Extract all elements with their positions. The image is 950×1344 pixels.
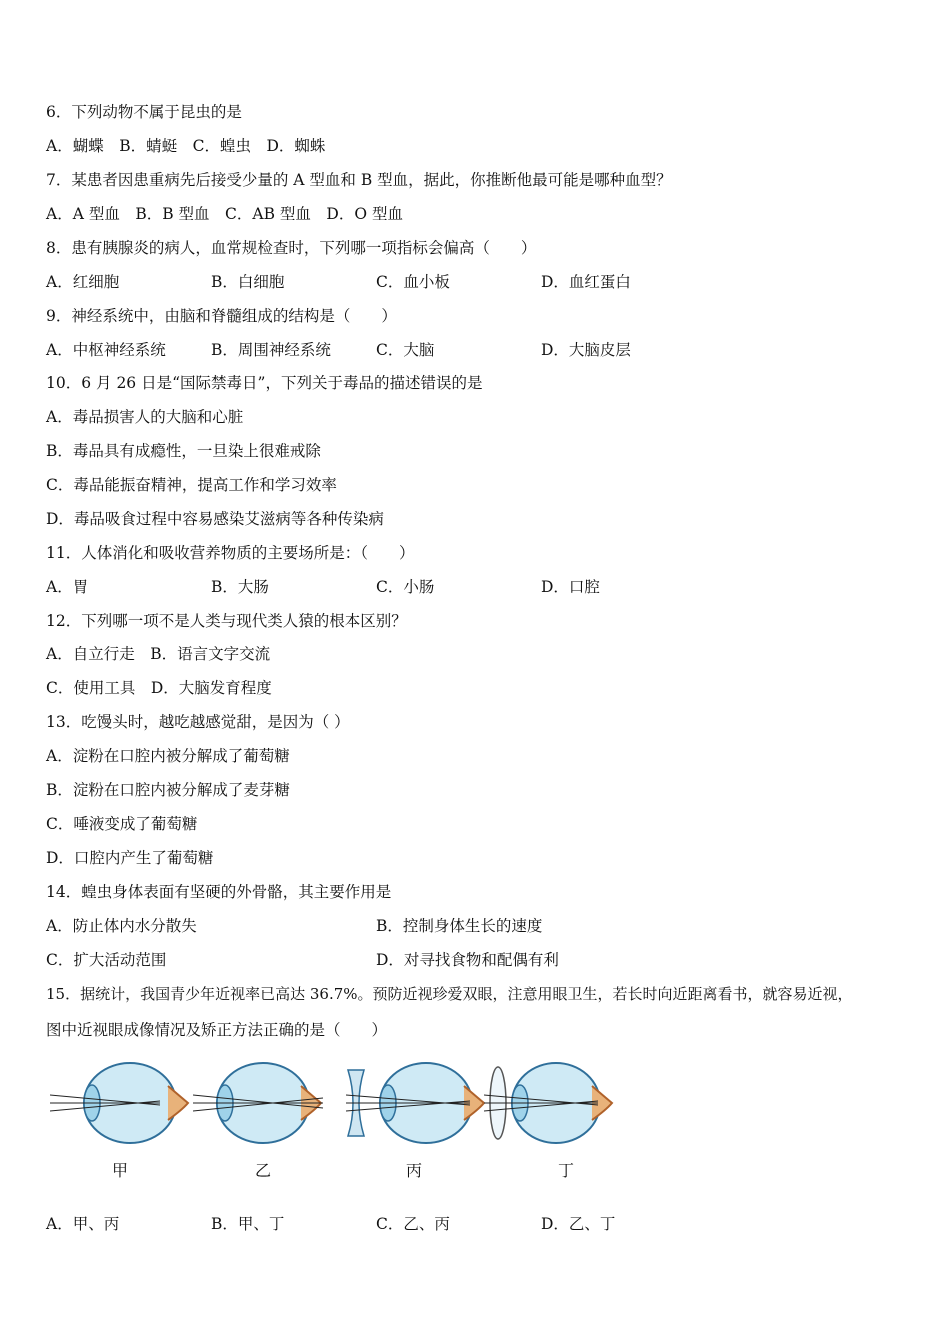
question-15-option-b: B．甲、丁 — [211, 1215, 285, 1233]
question-13-option-c: C．唾液变成了葡萄糖 — [46, 815, 198, 833]
question-14-option-b: B．控制身体生长的速度 — [376, 917, 543, 935]
figure-label-jia: 甲 — [112, 1161, 129, 1180]
question-11-option-a: A．胃 — [46, 578, 89, 596]
question-15-stem-line2: 图中近视眼成像情况及矫正方法正确的是（ ） — [46, 1021, 388, 1039]
question-14-option-a: A．防止体内水分散失 — [46, 917, 197, 935]
eye-diagram-jia — [50, 1058, 190, 1148]
eye-diagram-yi — [193, 1058, 333, 1148]
question-8-option-a: A．红细胞 — [46, 273, 120, 291]
question-11-option-c: C．小肠 — [376, 578, 435, 596]
question-10-option-c: C．毒品能振奋精神，提高工作和学习效率 — [46, 476, 337, 494]
question-13-option-b: B．淀粉在口腔内被分解成了麦芽糖 — [46, 781, 290, 799]
question-7-stem: 7．某患者因患重病先后接受少量的 A 型血和 B 型血，据此，你推断他最可能是哪种血型？ — [46, 171, 672, 189]
question-15-option-c: C．乙、丙 — [376, 1215, 450, 1233]
question-6-options: A．蝴蝶 B．蜻蜓 C．蝗虫 D．蜘蛛 — [46, 137, 326, 155]
question-12-options-ab: A．自立行走 B．语言文字交流 — [46, 645, 271, 663]
question-14-option-c: C．扩大活动范围 — [46, 951, 167, 969]
figure-label-bing: 丙 — [406, 1161, 423, 1180]
question-8-option-b: B．白细胞 — [211, 273, 285, 291]
figure-label-yi: 乙 — [255, 1161, 272, 1180]
figure-label-ding: 丁 — [558, 1161, 575, 1180]
question-10-option-d: D．毒品吸食过程中容易感染艾滋病等各种传染病 — [46, 510, 384, 528]
question-11-option-b: B．大肠 — [211, 578, 269, 596]
question-12-options-cd: C．使用工具 D．大脑发育程度 — [46, 679, 272, 697]
question-9-option-d: D．大脑皮层 — [541, 341, 631, 359]
question-14-stem: 14．蝗虫身体表面有坚硬的外骨骼，其主要作用是 — [46, 883, 392, 901]
question-10-option-b: B．毒品具有成瘾性，一旦染上很难戒除 — [46, 442, 321, 460]
question-8-option-c: C．血小板 — [376, 273, 450, 291]
question-13-option-a: A．淀粉在口腔内被分解成了葡萄糖 — [46, 747, 290, 765]
question-8-option-d: D．血红蛋白 — [541, 273, 631, 291]
question-15-option-d: D．乙、丁 — [541, 1215, 616, 1233]
question-11-stem: 11．人体消化和吸收营养物质的主要场所是：（ ） — [46, 544, 415, 562]
eye-diagram-ding — [484, 1058, 614, 1148]
question-7-options: A．A 型血 B．B 型血 C．AB 型血 D．O 型血 — [46, 205, 403, 223]
question-9-option-a: A．中枢神经系统 — [46, 341, 166, 359]
question-11-option-d: D．口腔 — [541, 578, 600, 596]
question-13-stem: 13．吃馒头时，越吃越感觉甜，是因为（ ） — [46, 713, 350, 731]
question-8-stem: 8．患有胰腺炎的病人，血常规检查时，下列哪一项指标会偏高（ ） — [46, 239, 537, 257]
eye-diagram-bing — [346, 1058, 486, 1148]
question-10-option-a: A．毒品损害人的大脑和心脏 — [46, 408, 244, 426]
question-9-option-c: C．大脑 — [376, 341, 435, 359]
question-6-stem: 6．下列动物不属于昆虫的是 — [46, 103, 242, 121]
question-15-stem: 15．据统计，我国青少年近视率已高达 36.7%。预防近视珍爱双眼，注意用眼卫生，若长时向近距离看书，就容易近视， — [46, 985, 853, 1003]
question-13-option-d: D．口腔内产生了葡萄糖 — [46, 849, 214, 867]
question-9-option-b: B．周围神经系统 — [211, 341, 331, 359]
question-10-stem: 10．6 月 26 日是“国际禁毒日”，下列关于毒品的描述错误的是 — [46, 374, 483, 392]
question-15-option-a: A．甲、丙 — [46, 1215, 120, 1233]
question-9-stem: 9．神经系统中，由脑和脊髓组成的结构是（ ） — [46, 307, 397, 325]
question-12-stem: 12．下列哪一项不是人类与现代类人猿的根本区别？ — [46, 612, 407, 630]
question-14-option-d: D．对寻找食物和配偶有利 — [376, 951, 559, 969]
